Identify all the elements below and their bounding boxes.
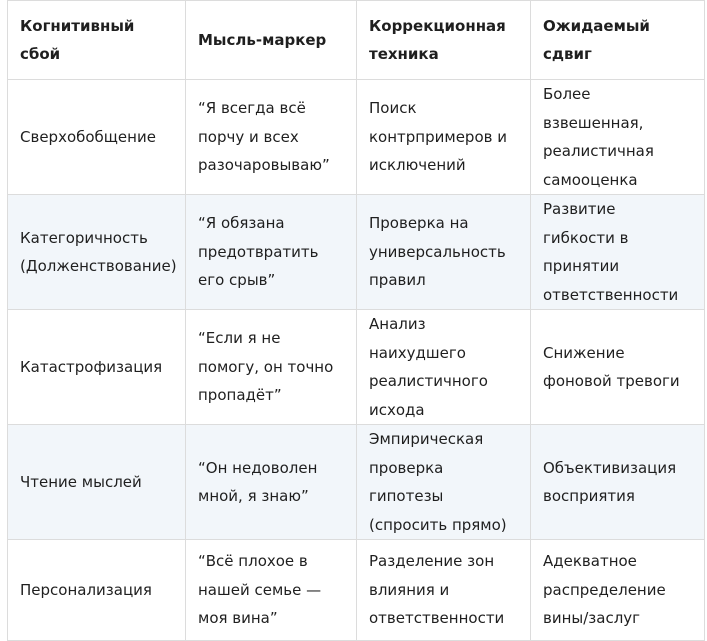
table-row xyxy=(8,310,705,425)
cell-distortion: Катастрофизация xyxy=(8,310,186,425)
cell-expected-shift: Объективизация восприятия xyxy=(531,425,705,540)
cell-technique: Эмпирическая проверка гипотезы (спросить прямо) xyxy=(357,425,531,540)
cell-marker-thought: “Я обязана предотвратить его срыв” xyxy=(186,195,357,310)
cell-distortion: Персонализация xyxy=(8,540,186,641)
table-row xyxy=(8,425,705,540)
cell-expected-shift: Адекватное распределение вины/заслуг xyxy=(531,540,705,641)
header-marker-thought: Мысль-маркер xyxy=(186,1,357,80)
cell-distortion: Чтение мыслей xyxy=(8,425,186,540)
cell-marker-thought: “Я всегда всё порчу и всех разочаровываю” xyxy=(186,80,357,195)
cell-marker-thought: “Всё плохое в нашей семье — моя вина” xyxy=(186,540,357,641)
table-row xyxy=(8,80,705,195)
cell-marker-thought: “Если я не помогу, он точно пропадёт” xyxy=(186,310,357,425)
cell-expected-shift: Более взвешенная, реалистичная самооценка xyxy=(531,80,705,195)
cognitive-distortions-table xyxy=(7,0,705,641)
header-row xyxy=(8,1,705,80)
cell-technique: Поиск контрпримеров и исключений xyxy=(357,80,531,195)
cell-technique: Разделение зон влияния и ответственности xyxy=(357,540,531,641)
cell-distortion: Сверхобобщение xyxy=(8,80,186,195)
cell-technique: Проверка на универсальность правил xyxy=(357,195,531,310)
header-correction-technique: Коррекционная техника xyxy=(357,1,531,80)
cell-technique: Анализ наихудшего реалистичного исхода xyxy=(357,310,531,425)
table-header xyxy=(8,1,705,80)
cell-distortion: Категоричность (Долженствование) xyxy=(8,195,186,310)
header-cognitive-distortion: Когнитивный сбой xyxy=(8,1,186,80)
table-row xyxy=(8,540,705,641)
table-row xyxy=(8,195,705,310)
table-body xyxy=(8,80,705,641)
cell-expected-shift: Развитие гибкости в принятии ответственности xyxy=(531,195,705,310)
cell-expected-shift: Снижение фоновой тревоги xyxy=(531,310,705,425)
header-expected-shift: Ожидаемый сдвиг xyxy=(531,1,705,80)
cell-marker-thought: “Он недоволен мной, я знаю” xyxy=(186,425,357,540)
